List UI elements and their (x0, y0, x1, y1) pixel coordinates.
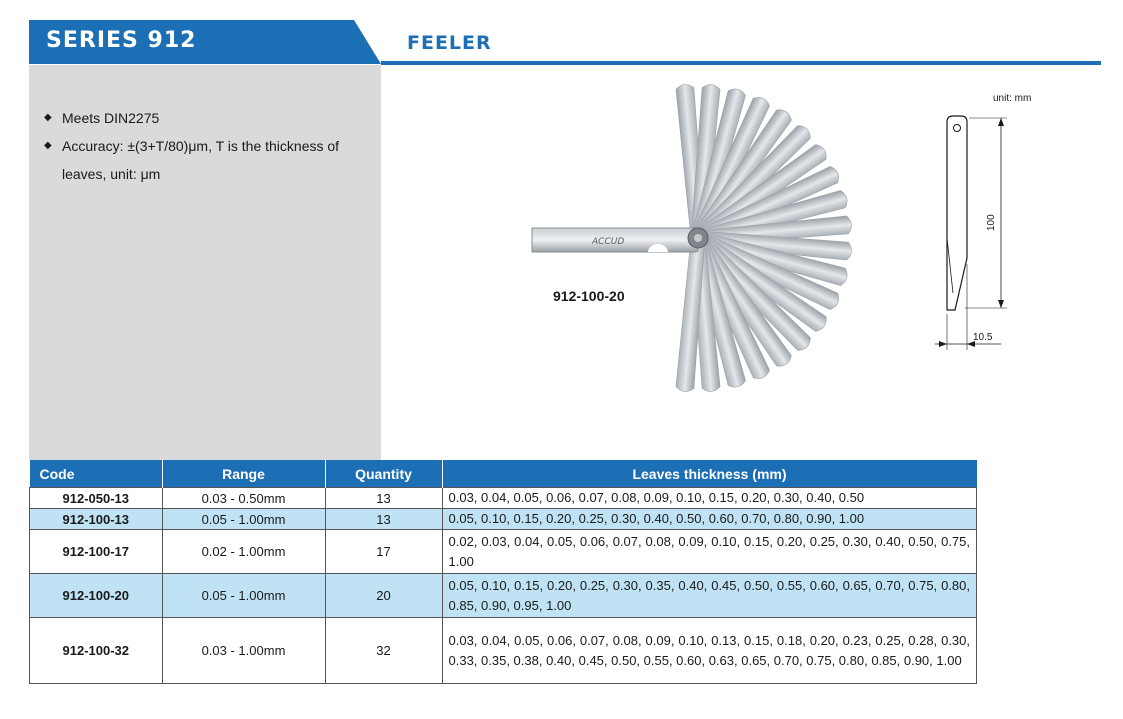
header-rule (381, 61, 1101, 65)
spec-item (44, 132, 374, 188)
specification-table (29, 460, 977, 684)
cell-leaves: 0.05, 0.10, 0.15, 0.20, 0.25, 0.30, 0.35, 0.40, 0.45, 0.50, 0.55, 0.60, 0.65, 0.70, 0.75, 0.80, 0.85, 0.90, 0.95, 1.00 (442, 574, 977, 618)
brand-mark: ACCUD (592, 237, 625, 247)
cell-range: 0.03 - 1.00mm (162, 618, 325, 684)
table-row (30, 530, 977, 574)
cell-quantity: 32 (325, 618, 442, 684)
cell-range: 0.05 - 1.00mm (162, 509, 325, 530)
cell-range: 0.05 - 1.00mm (162, 574, 325, 618)
section-title: FEELER (407, 32, 492, 54)
feeler-gauge-image (530, 78, 870, 398)
header-range: Range (162, 460, 325, 488)
cell-code: 912-100-20 (30, 574, 163, 618)
cell-range: 0.02 - 1.00mm (162, 530, 325, 574)
length-dimension: 100 (986, 214, 997, 231)
cell-quantity: 17 (325, 530, 442, 574)
unit-label: unit: mm (993, 93, 1032, 104)
series-title: SERIES 912 (46, 28, 197, 53)
cell-quantity: 20 (325, 574, 442, 618)
table-header-row (30, 460, 977, 488)
cell-code: 912-100-32 (30, 618, 163, 684)
header-leaves: Leaves thickness (mm) (442, 460, 977, 488)
spec-item (44, 104, 374, 132)
cell-code: 912-100-17 (30, 530, 163, 574)
cell-quantity: 13 (325, 488, 442, 509)
cell-leaves: 0.03, 0.04, 0.05, 0.06, 0.07, 0.08, 0.09, 0.10, 0.13, 0.15, 0.18, 0.20, 0.23, 0.25, 0.28, 0.30, 0.33, 0.35, 0.38, 0.40, 0.45, 0.50, 0.55, 0.60, 0.63, 0.65, 0.70, 0.75, 0.80, 0.85, 0.90, 1.00 (442, 618, 977, 684)
cell-leaves: 0.05, 0.10, 0.15, 0.20, 0.25, 0.30, 0.40, 0.50, 0.60, 0.70, 0.80, 0.90, 1.00 (442, 509, 977, 530)
spec-list (44, 104, 374, 188)
cell-leaves: 0.02, 0.03, 0.04, 0.05, 0.06, 0.07, 0.08, 0.09, 0.10, 0.15, 0.20, 0.25, 0.30, 0.40, 0.50, 0.75, 1.00 (442, 530, 977, 574)
width-dimension: 10.5 (973, 332, 993, 343)
cell-code: 912-100-13 (30, 509, 163, 530)
cell-quantity: 13 (325, 509, 442, 530)
cell-range: 0.03 - 0.50mm (162, 488, 325, 509)
header-quantity: Quantity (325, 460, 442, 488)
table-row (30, 509, 977, 530)
spec-item-text: Meets DIN2275 (62, 110, 160, 126)
product-label: 912-100-20 (553, 288, 625, 304)
table-row (30, 618, 977, 684)
header-code: Code (30, 460, 163, 488)
spec-item-text: Accuracy: ±(3+T/80)μm, T is the thickness of leaves, unit: μm (62, 138, 340, 182)
table-row (30, 574, 977, 618)
dimension-drawing (925, 88, 1045, 358)
cell-leaves: 0.03, 0.04, 0.05, 0.06, 0.07, 0.08, 0.09, 0.10, 0.15, 0.20, 0.30, 0.40, 0.50 (442, 488, 977, 509)
diamond-bullet-icon: ◆ (44, 112, 52, 123)
cell-code: 912-050-13 (30, 488, 163, 509)
table-row (30, 488, 977, 509)
diamond-bullet-icon: ◆ (44, 140, 52, 151)
